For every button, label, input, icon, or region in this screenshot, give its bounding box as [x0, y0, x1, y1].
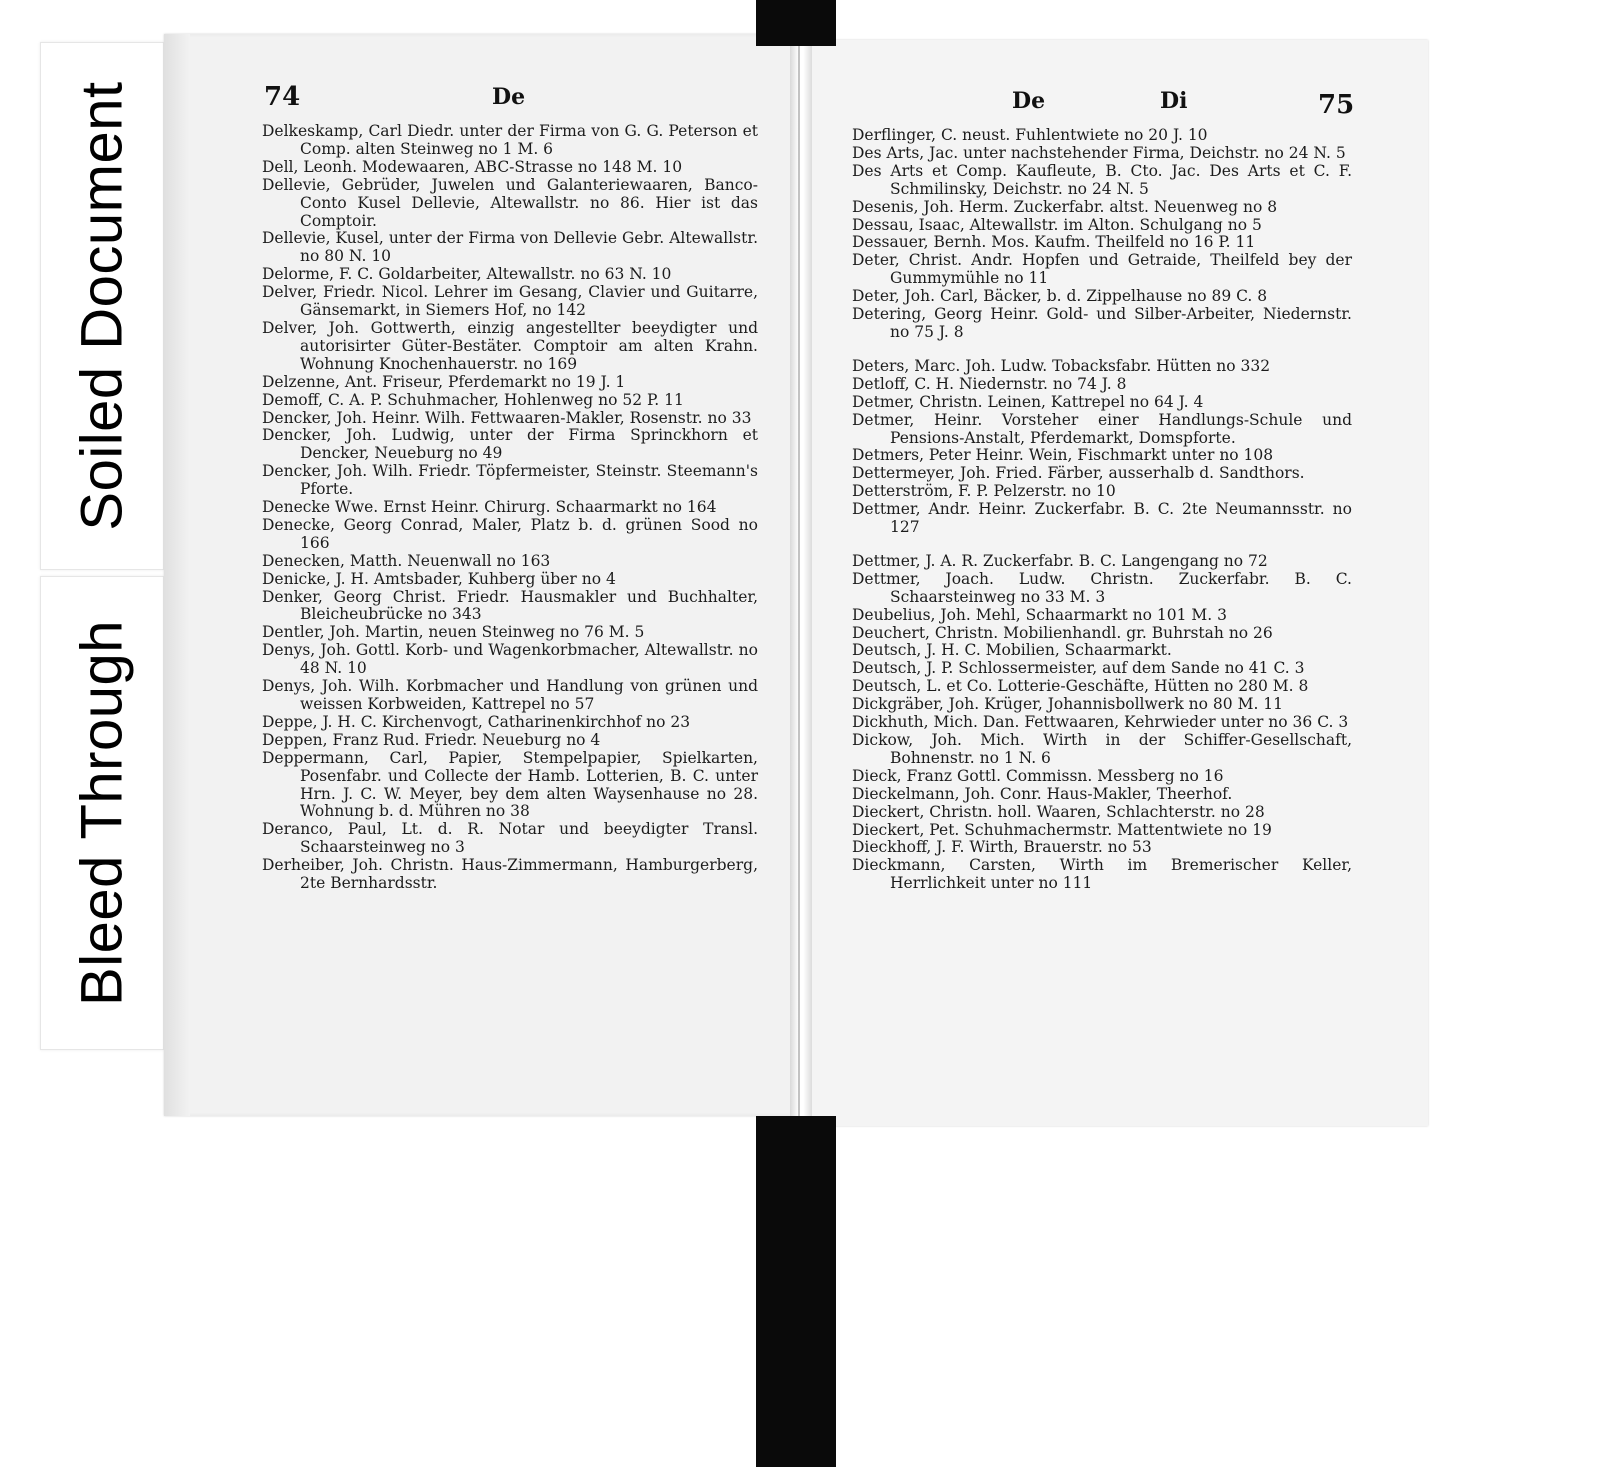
bleed-through-label-tab: [40, 576, 164, 1050]
directory-entry: Delver, Friedr. Nicol. Lehrer im Gesang, Clavier und Guitarre, Gänsemarkt, in Siemers Hof, no 142: [262, 283, 758, 320]
directory-entry: Deter, Christ. Andr. Hopfen und Getraide, Theilfeld bey der Gummymühle no 11: [852, 251, 1352, 288]
directory-entry: Detmer, Heinr. Vorsteher einer Handlungs-Schule und Pensions-Anstalt, Pferdemarkt, Domspforte.: [852, 410, 1352, 447]
directory-entry: Deppen, Franz Rud. Friedr. Neueburg no 4: [262, 730, 601, 749]
directory-entry: Detmer, Christn. Leinen, Kattrepel no 64 J. 4: [852, 392, 1204, 411]
directory-entry: Deppermann, Carl, Papier, Stempelpapier, Spielkarten, Posenfabr. und Collecte der Hamb. Lotterien, B. C. unter Hrn. J. C. W. Meyer, bey dem alten Waysenhause no 28. Wohnung b. d. Mühren no 38: [262, 748, 758, 821]
directory-entry: Delzenne, Ant. Friseur, Pferdemarkt no 19 J. 1: [262, 372, 626, 391]
directory-entry: Deranco, Paul, Lt. d. R. Notar und beeydigter Transl. Schaarsteinweg no 3: [262, 820, 758, 857]
binding-strip-bottom: [756, 1116, 836, 1467]
right-page-entries: [852, 127, 1352, 893]
directory-entry: Deutsch, L. et Co. Lotterie-Geschäfte, Hütten no 280 M. 8: [852, 677, 1309, 696]
directory-entry: Denecke Wwe. Ernst Heinr. Chirurg. Schaarmarkt no 164: [262, 498, 717, 517]
directory-entry: Dessau, Isaac, Altewallstr. im Alton. Schulgang no 5: [852, 215, 1262, 234]
bleed-through-label: Bleed Through: [69, 620, 135, 1006]
directory-entry: Des Arts et Comp. Kaufleute, B. Cto. Jac. Des Arts et C. F. Schmilinsky, Deichstr. no 24 N. 5: [852, 161, 1352, 198]
binding-strip-top: [756, 0, 836, 46]
spine-line: [798, 40, 800, 1120]
directory-entry: Delkeskamp, Carl Diedr. unter der Firma von G. G. Peterson et Comp. alten Steinweg no 1 M. 6: [262, 122, 758, 158]
directory-entry: Dieck, Franz Gottl. Commissn. Messberg no 16: [852, 766, 1224, 785]
right-running-head-1: De: [1012, 88, 1046, 114]
directory-entry: Dickow, Joh. Mich. Wirth in der Schiffer-Gesellschaft, Bohnenstr. no 1 N. 6: [852, 731, 1352, 767]
directory-entry: Des Arts, Jac. unter nachstehender Firma, Deichstr. no 24 N. 5: [852, 143, 1346, 162]
left-page-entries: [262, 123, 758, 893]
directory-entry: Dencker, Joh. Heinr. Wilh. Fettwaaren-Makler, Rosenstr. no 33: [262, 408, 752, 427]
right-page-number: 75: [1318, 90, 1355, 120]
directory-entry: Dell, Leonh. Modewaaren, ABC-Strasse no 148 M. 10: [262, 157, 683, 176]
directory-entry: Dieckhoff, J. F. Wirth, Brauerstr. no 53: [852, 838, 1152, 857]
directory-entry: Derheiber, Joh. Christn. Haus-Zimmermann, Hamburgerberg, 2te Bernhardsstr.: [262, 856, 758, 893]
directory-entry: Detering, Georg Heinr. Gold- und Silber-Arbeiter, Niedernstr. no 75 J. 8: [852, 305, 1352, 341]
directory-entry: Dencker, Joh. Ludwig, unter der Firma Sprinckhorn et Dencker, Neueburg no 49: [262, 426, 758, 463]
left-page-number: 74: [264, 82, 301, 112]
directory-entry: Dellevie, Gebrüder, Juwelen und Galanteriewaaren, Banco-Conto Kusel Dellevie, Altewallstr. no 86. Hier ist das Comptoir.: [262, 175, 758, 230]
directory-entry: Deutsch, J. H. C. Mobilien, Schaarmarkt.: [852, 641, 1172, 660]
directory-entry: Dieckert, Pet. Schuhmachermstr. Mattentwiete no 19: [852, 820, 1272, 839]
directory-entry: Denecken, Matth. Neuenwall no 163: [262, 551, 551, 570]
directory-entry: Denys, Joh. Wilh. Korbmacher und Handlung von grünen und weissen Korbweiden, Kattrepel no 57: [262, 677, 758, 713]
directory-entry: Dieckelmann, Joh. Conr. Haus-Makler, Theerhof.: [852, 784, 1233, 803]
directory-entry: Deubelius, Joh. Mehl, Schaarmarkt no 101 M. 3: [852, 605, 1228, 624]
left-running-head: De: [492, 84, 526, 110]
directory-entry: Dentler, Joh. Martin, neuen Steinweg no 76 M. 5: [262, 623, 645, 642]
book-gutter: [790, 34, 812, 1126]
directory-entry: Deutsch, J. P. Schlossermeister, auf dem Sande no 41 C. 3: [852, 659, 1305, 678]
directory-entry: Demoff, C. A. P. Schuhmacher, Hohlenweg no 52 P. 11: [262, 390, 684, 409]
directory-entry: Detloff, C. H. Niedernstr. no 74 J. 8: [852, 374, 1127, 393]
directory-entry: Dencker, Joh. Wilh. Friedr. Töpfermeister, Steinstr. Steemann's Pforte.: [262, 462, 758, 499]
directory-entry: Denicke, J. H. Amtsbader, Kuhberg über no 4: [262, 569, 616, 588]
directory-entry: Dettmer, Joach. Ludw. Christn. Zuckerfabr. B. C. Schaarsteinweg no 33 M. 3: [852, 569, 1352, 606]
directory-entry: Dieckmann, Carsten, Wirth im Bremerischer Keller, Herrlichkeit unter no 111: [852, 856, 1352, 893]
directory-entry: Denys, Joh. Gottl. Korb- und Wagenkorbmacher, Altewallstr. no 48 N. 10: [262, 641, 758, 678]
directory-entry: Dettermeyer, Joh. Fried. Färber, ausserhalb d. Sandthors.: [852, 464, 1305, 483]
directory-entry: Dellevie, Kusel, unter der Firma von Dellevie Gebr. Altewallstr. no 80 N. 10: [262, 229, 758, 266]
directory-entry: Deters, Marc. Joh. Ludw. Tobacksfabr. Hütten no 332: [852, 356, 1271, 375]
directory-entry: Denecke, Georg Conrad, Maler, Platz b. d. grünen Sood no 166: [262, 515, 758, 552]
directory-entry: Deppe, J. H. C. Kirchenvogt, Catharinenkirchhof no 23: [262, 712, 691, 731]
directory-entry: Deter, Joh. Carl, Bäcker, b. d. Zippelhause no 89 C. 8: [852, 287, 1268, 306]
directory-entry: Derflinger, C. neust. Fuhlentwiete no 20 J. 10: [852, 126, 1208, 144]
directory-entry: Detmers, Peter Heinr. Wein, Fischmarkt unter no 108: [852, 446, 1274, 465]
directory-entry: Dickgräber, Joh. Krüger, Johannisbollwerk no 80 M. 11: [852, 695, 1284, 714]
directory-entry: Desenis, Joh. Herm. Zuckerfabr. altst. Neuenweg no 8: [852, 197, 1278, 216]
directory-entry: Dettmer, J. A. R. Zuckerfabr. B. C. Langengang no 72: [852, 551, 1268, 570]
directory-entry: Dettmer, Andr. Heinr. Zuckerfabr. B. C. 2te Neumannsstr. no 127: [852, 500, 1352, 537]
soiled-document-label-tab: [40, 42, 164, 570]
directory-entry: Delorme, F. C. Goldarbeiter, Altewallstr. no 63 N. 10: [262, 265, 672, 284]
directory-entry: Dickhuth, Mich. Dan. Fettwaaren, Kehrwieder unter no 36 C. 3: [852, 713, 1349, 732]
directory-entry: Deuchert, Christn. Mobilienhandl. gr. Buhrstah no 26: [852, 623, 1273, 642]
right-running-head-2: Di: [1160, 88, 1188, 114]
directory-entry: Denker, Georg Christ. Friedr. Hausmakler und Buchhalter, Bleicheubrücke no 343: [262, 587, 758, 624]
soiled-document-label: Soiled Document: [69, 81, 135, 531]
directory-entry: Dieckert, Christn. holl. Waaren, Schlachterstr. no 28: [852, 802, 1265, 821]
directory-entry: Detterström, F. P. Pelzerstr. no 10: [852, 482, 1116, 501]
directory-entry: Delver, Joh. Gottwerth, einzig angestellter beeydigter und autorisirter Güter-Bestäter. Comptoir am alten Krahn. Wohnung Knochenhauerstr. no 169: [262, 318, 758, 373]
directory-entry: Dessauer, Bernh. Mos. Kaufm. Theilfeld no 16 P. 11: [852, 233, 1256, 252]
